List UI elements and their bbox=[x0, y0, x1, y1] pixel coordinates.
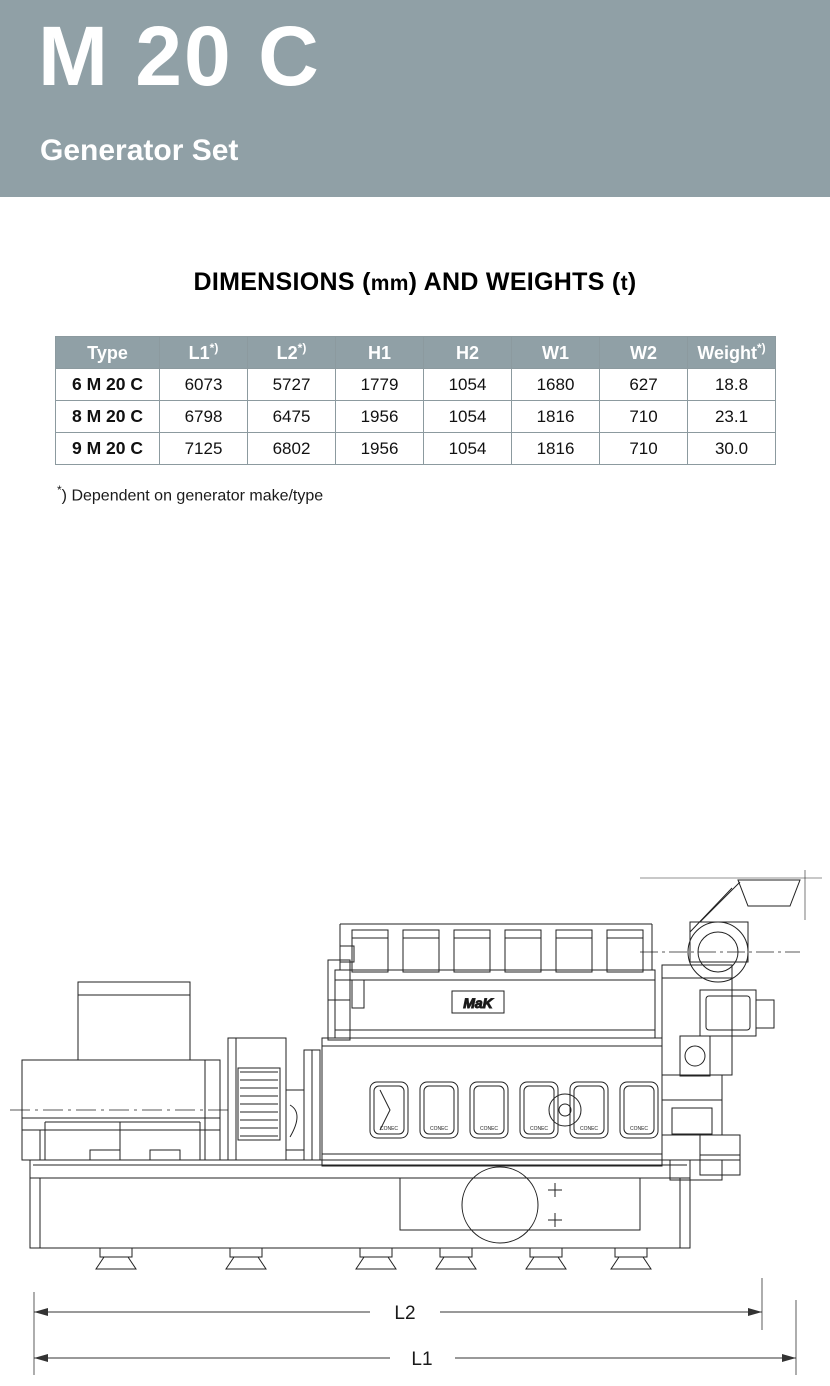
cell-w1: 1680 bbox=[512, 369, 600, 401]
cell-w1: 1816 bbox=[512, 401, 600, 433]
cell-l1: 7125 bbox=[160, 433, 248, 465]
cell-h2: 1054 bbox=[424, 369, 512, 401]
cell-l2: 5727 bbox=[248, 369, 336, 401]
cell-h1: 1956 bbox=[336, 433, 424, 465]
door-label: CONEC bbox=[429, 1126, 449, 1132]
column-header-weight: Weight*) bbox=[688, 337, 776, 369]
dimension-label-l1: L1 bbox=[411, 1349, 433, 1370]
cell-h1: 1779 bbox=[336, 369, 424, 401]
footnote-marker: * bbox=[57, 483, 62, 497]
column-header-w2: W2 bbox=[600, 337, 688, 369]
generator-housing bbox=[10, 982, 230, 1160]
cell-h1: 1956 bbox=[336, 401, 424, 433]
door-label: CONEC bbox=[479, 1126, 499, 1132]
door-label: CONEC bbox=[629, 1126, 649, 1132]
table-footnote bbox=[57, 483, 323, 505]
dimensions-table-container bbox=[55, 336, 774, 465]
column-header-h2: H2 bbox=[424, 337, 512, 369]
column-header-l2: L2*) bbox=[248, 337, 336, 369]
cell-w1: 1816 bbox=[512, 433, 600, 465]
cell-type: 6 M 20 C bbox=[56, 369, 160, 401]
base-frame bbox=[30, 1160, 690, 1248]
cell-l2: 6802 bbox=[248, 433, 336, 465]
cell-l2: 6475 bbox=[248, 401, 336, 433]
section-heading-unit-t: t bbox=[620, 272, 628, 295]
engine-block bbox=[322, 924, 662, 1166]
footnote-text: ) Dependent on generator make/type bbox=[61, 487, 324, 505]
table-row bbox=[56, 433, 776, 465]
cell-l1: 6798 bbox=[160, 401, 248, 433]
cell-type: 8 M 20 C bbox=[56, 401, 160, 433]
crankcase-doors bbox=[370, 1082, 658, 1138]
genset-drawing-svg bbox=[0, 860, 830, 1381]
mounting-feet bbox=[96, 1248, 651, 1269]
column-header-type: Type bbox=[56, 337, 160, 369]
page-subtitle: Generator Set bbox=[40, 134, 239, 167]
cell-w2: 710 bbox=[600, 401, 688, 433]
cylinder-head-covers bbox=[352, 930, 643, 972]
table-header-row bbox=[56, 337, 776, 369]
cell-weight: 30.0 bbox=[688, 433, 776, 465]
section-heading-unit-mm: mm bbox=[370, 272, 409, 295]
door-label: CONEC bbox=[379, 1126, 399, 1132]
cell-type: 9 M 20 C bbox=[56, 433, 160, 465]
section-heading-text-2: ) AND WEIGHTS ( bbox=[408, 268, 621, 296]
dimension-label-l2: L2 bbox=[394, 1303, 416, 1324]
section-heading bbox=[0, 268, 830, 297]
section-heading-text-3: ) bbox=[627, 268, 637, 296]
coupling-housing bbox=[228, 1038, 320, 1160]
door-label: CONEC bbox=[529, 1126, 549, 1132]
column-header-h1: H1 bbox=[336, 337, 424, 369]
page-title: M 20 C bbox=[38, 9, 321, 103]
cell-weight: 18.8 bbox=[688, 369, 776, 401]
table-row bbox=[56, 369, 776, 401]
section-heading-text: DIMENSIONS ( bbox=[193, 268, 371, 296]
cell-w2: 710 bbox=[600, 433, 688, 465]
engine-brand-label: MaK bbox=[463, 995, 493, 1011]
cell-h2: 1054 bbox=[424, 401, 512, 433]
door-label: CONEC bbox=[579, 1126, 599, 1132]
dimensions-weights-table bbox=[55, 336, 776, 465]
genset-technical-drawing bbox=[0, 860, 830, 1381]
cell-w2: 627 bbox=[600, 369, 688, 401]
cell-h2: 1054 bbox=[424, 433, 512, 465]
turbocharger-assembly bbox=[640, 870, 822, 1180]
cell-l1: 6073 bbox=[160, 369, 248, 401]
cell-weight: 23.1 bbox=[688, 401, 776, 433]
header-band bbox=[0, 0, 830, 197]
column-header-w1: W1 bbox=[512, 337, 600, 369]
table-row bbox=[56, 401, 776, 433]
column-header-l1: L1*) bbox=[160, 337, 248, 369]
